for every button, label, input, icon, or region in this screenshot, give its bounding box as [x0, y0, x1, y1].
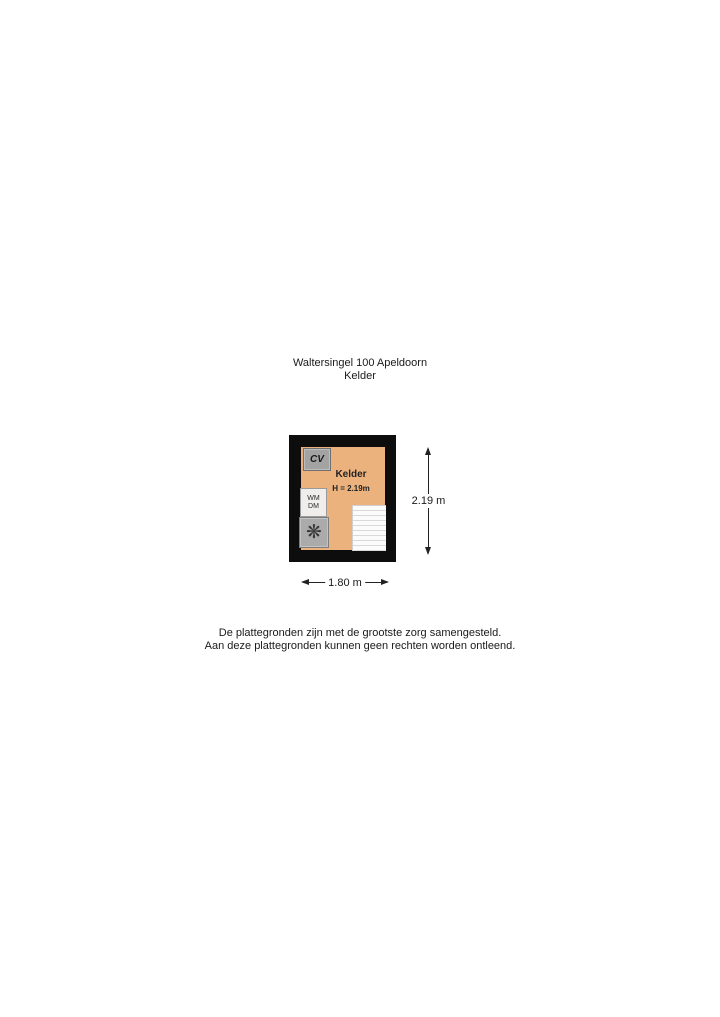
dryer-label: DM [308, 502, 319, 510]
arrow-down-icon [425, 547, 431, 555]
ventilation-unit [299, 517, 329, 548]
dimension-vertical [411, 447, 446, 555]
room-labels [319, 469, 383, 494]
disclaimer [0, 627, 720, 653]
arrow-left-icon [301, 579, 309, 585]
title-address: Waltersingel 100 Apeldoorn [292, 357, 428, 369]
room-height-label: H = 2.19m [332, 484, 370, 493]
washer-label: WM [307, 494, 320, 502]
page-title [0, 357, 720, 383]
dimension-horizontal-label: 1.80 m [325, 577, 365, 589]
washer-dryer-unit [300, 488, 327, 517]
floorplan-walls [289, 435, 396, 562]
disclaimer-line1: De plattegronden zijn met de grootste zorg samengesteld. [218, 627, 502, 639]
fan-icon: ❋ [306, 522, 322, 543]
room-kelder [301, 447, 385, 550]
title-floor: Kelder [344, 370, 376, 382]
room-name-label: Kelder [335, 469, 367, 480]
boiler-label: CV [310, 454, 324, 465]
boiler-unit [303, 448, 331, 471]
arrow-up-icon [425, 447, 431, 455]
dimension-horizontal [301, 577, 389, 588]
dimension-vertical-label: 2.19 m [409, 494, 449, 508]
staircase [352, 505, 386, 551]
disclaimer-line2: Aan deze plattegronden kunnen geen rechten worden ontleend. [204, 640, 516, 652]
arrow-right-icon [381, 579, 389, 585]
